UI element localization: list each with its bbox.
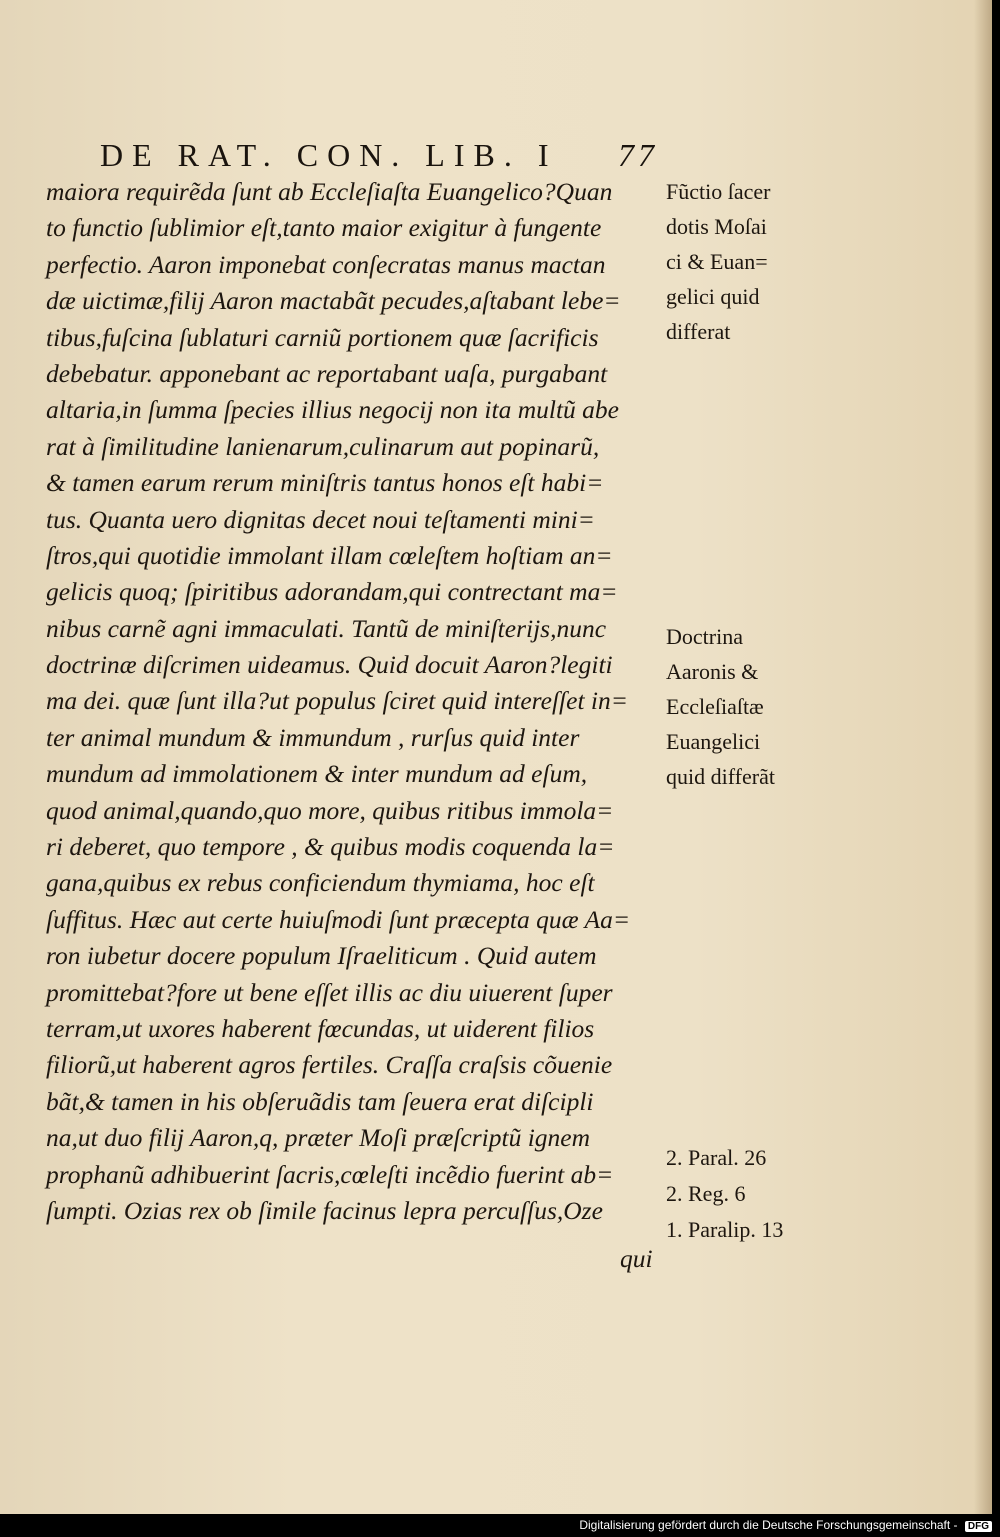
margin-note-3	[666, 1140, 826, 1175]
text-line: to functio ſublimior eſt,tanto maior exigitur à fungente	[46, 213, 602, 243]
margin-note-line: 1. Paralip. 13	[666, 1217, 784, 1242]
text-line: terram,ut uxores haberent fœcundas, ut uiderent filios	[46, 1013, 595, 1043]
margin-note-2	[666, 619, 826, 794]
text-line: perfectio. Aaron imponebat conſecratas manus mactan	[46, 249, 606, 279]
text-line: ri deberet, quo tempore , & quibus modis coquenda la=	[46, 832, 615, 862]
text-line: doctrinæ diſcrimen uideamus. Quid docuit Aaron?legiti	[46, 650, 613, 680]
margin-note-1	[666, 174, 826, 349]
text-line: filiorũ,ut haberent agros fertiles. Craſſa craſsis cõuenie	[46, 1050, 613, 1080]
dfg-logo-icon: DFG	[965, 1521, 992, 1532]
margin-note-line: Doctrina	[666, 624, 743, 649]
text-line: ter animal mundum & immundum , rurſus quid inter	[46, 722, 580, 752]
margin-note-line: Aaronis &	[666, 659, 759, 684]
text-line: ſtros,qui quotidie immolant illam cœleſtem hoſtiam an=	[46, 540, 613, 570]
text-line: tus. Quanta uero dignitas decet noui teſtamenti mini=	[46, 504, 595, 534]
margin-note-5	[666, 1212, 826, 1247]
margin-note-line: 2. Paral. 26	[666, 1145, 767, 1170]
text-line: & tamen earum rerum miniſtris tantus honos eſt habi=	[46, 468, 604, 498]
text-line: ſumpti. Ozias rex ob ſimile facinus lepra percuſſus,Oze	[46, 1195, 603, 1225]
margin-note-line: gelici quid	[666, 284, 760, 309]
margin-note-line: Eccleſiaſtæ	[666, 694, 764, 719]
text-line: quod animal,quando,quo more, quibus ritibus immola=	[46, 795, 614, 825]
text-line: debebatur. apponebant ac reportabant uaſa, purgabant	[46, 358, 608, 388]
main-text-block	[46, 174, 666, 1229]
margin-note-line: differat	[666, 319, 731, 344]
footer-credit: Digitalisierung gefördert durch die Deutsche Forschungsgemeinschaft -	[579, 1518, 958, 1532]
text-line: gana,quibus ex rebus conficiendum thymiama, hoc eſt	[46, 868, 595, 898]
text-line: maiora requirẽda ſunt ab Eccleſiaſta Euangelico?Quan	[46, 177, 613, 206]
text-line: promittebat?fore ut bene eſſet illis ac diu uiuerent ſuper	[46, 977, 613, 1007]
running-header	[100, 137, 660, 174]
margin-note-line: Fũctio ſacer	[666, 179, 771, 204]
text-line: tibus,fuſcina ſublaturi carniũ portionem quæ ſacrificis	[46, 322, 599, 352]
margin-note-line: quid differãt	[666, 764, 775, 789]
margin-note-line: 2. Reg. 6	[666, 1181, 746, 1206]
text-line: na,ut duo filij Aaron,q, præter Moſi præſcriptũ ignem	[46, 1123, 591, 1153]
text-line: ſuffitus. Hæc aut certe huiuſmodi ſunt præcepta quæ Aa=	[46, 904, 631, 934]
text-line: dæ uictimæ,filij Aaron mactabãt pecudes,aſtabant lebe=	[46, 286, 621, 316]
text-line: bãt,& tamen in his obſeruãdis tam ſeuera erat diſcipli	[46, 1086, 594, 1116]
running-title: DE RAT. CON. LIB. I	[100, 137, 558, 173]
text-line: altaria,in ſumma ſpecies illius negocij non ita multũ abe	[46, 395, 619, 425]
text-line: ron iubetur docere populum Iſraeliticum . Quid autem	[46, 941, 597, 971]
text-line: ma dei. quæ ſunt illa?ut populus ſciret quid intereſſet in=	[46, 686, 628, 716]
text-line: rat à ſimilitudine lanienarum,culinarum aut popinarũ,	[46, 431, 600, 461]
text-line: gelicis quoq; ſpiritibus adorandam,qui contrectant ma=	[46, 577, 618, 607]
margin-note-line: ci & Euan=	[666, 249, 768, 274]
page-number: 77	[618, 137, 658, 173]
digitization-footer	[579, 1518, 992, 1532]
text-line: mundum ad immolationem & inter mundum ad eſum,	[46, 759, 588, 789]
catchword: qui	[620, 1244, 653, 1273]
margin-note-line: dotis Moſai	[666, 214, 767, 239]
margin-note-line: Euangelici	[666, 729, 761, 754]
margin-note-4	[666, 1176, 826, 1211]
text-line: prophanũ adhibuerint ſacris,cœleſti incẽdio fuerint ab=	[46, 1159, 614, 1189]
text-line: nibus carnẽ agni immaculati. Tantũ de miniſterijs,nunc	[46, 613, 607, 643]
